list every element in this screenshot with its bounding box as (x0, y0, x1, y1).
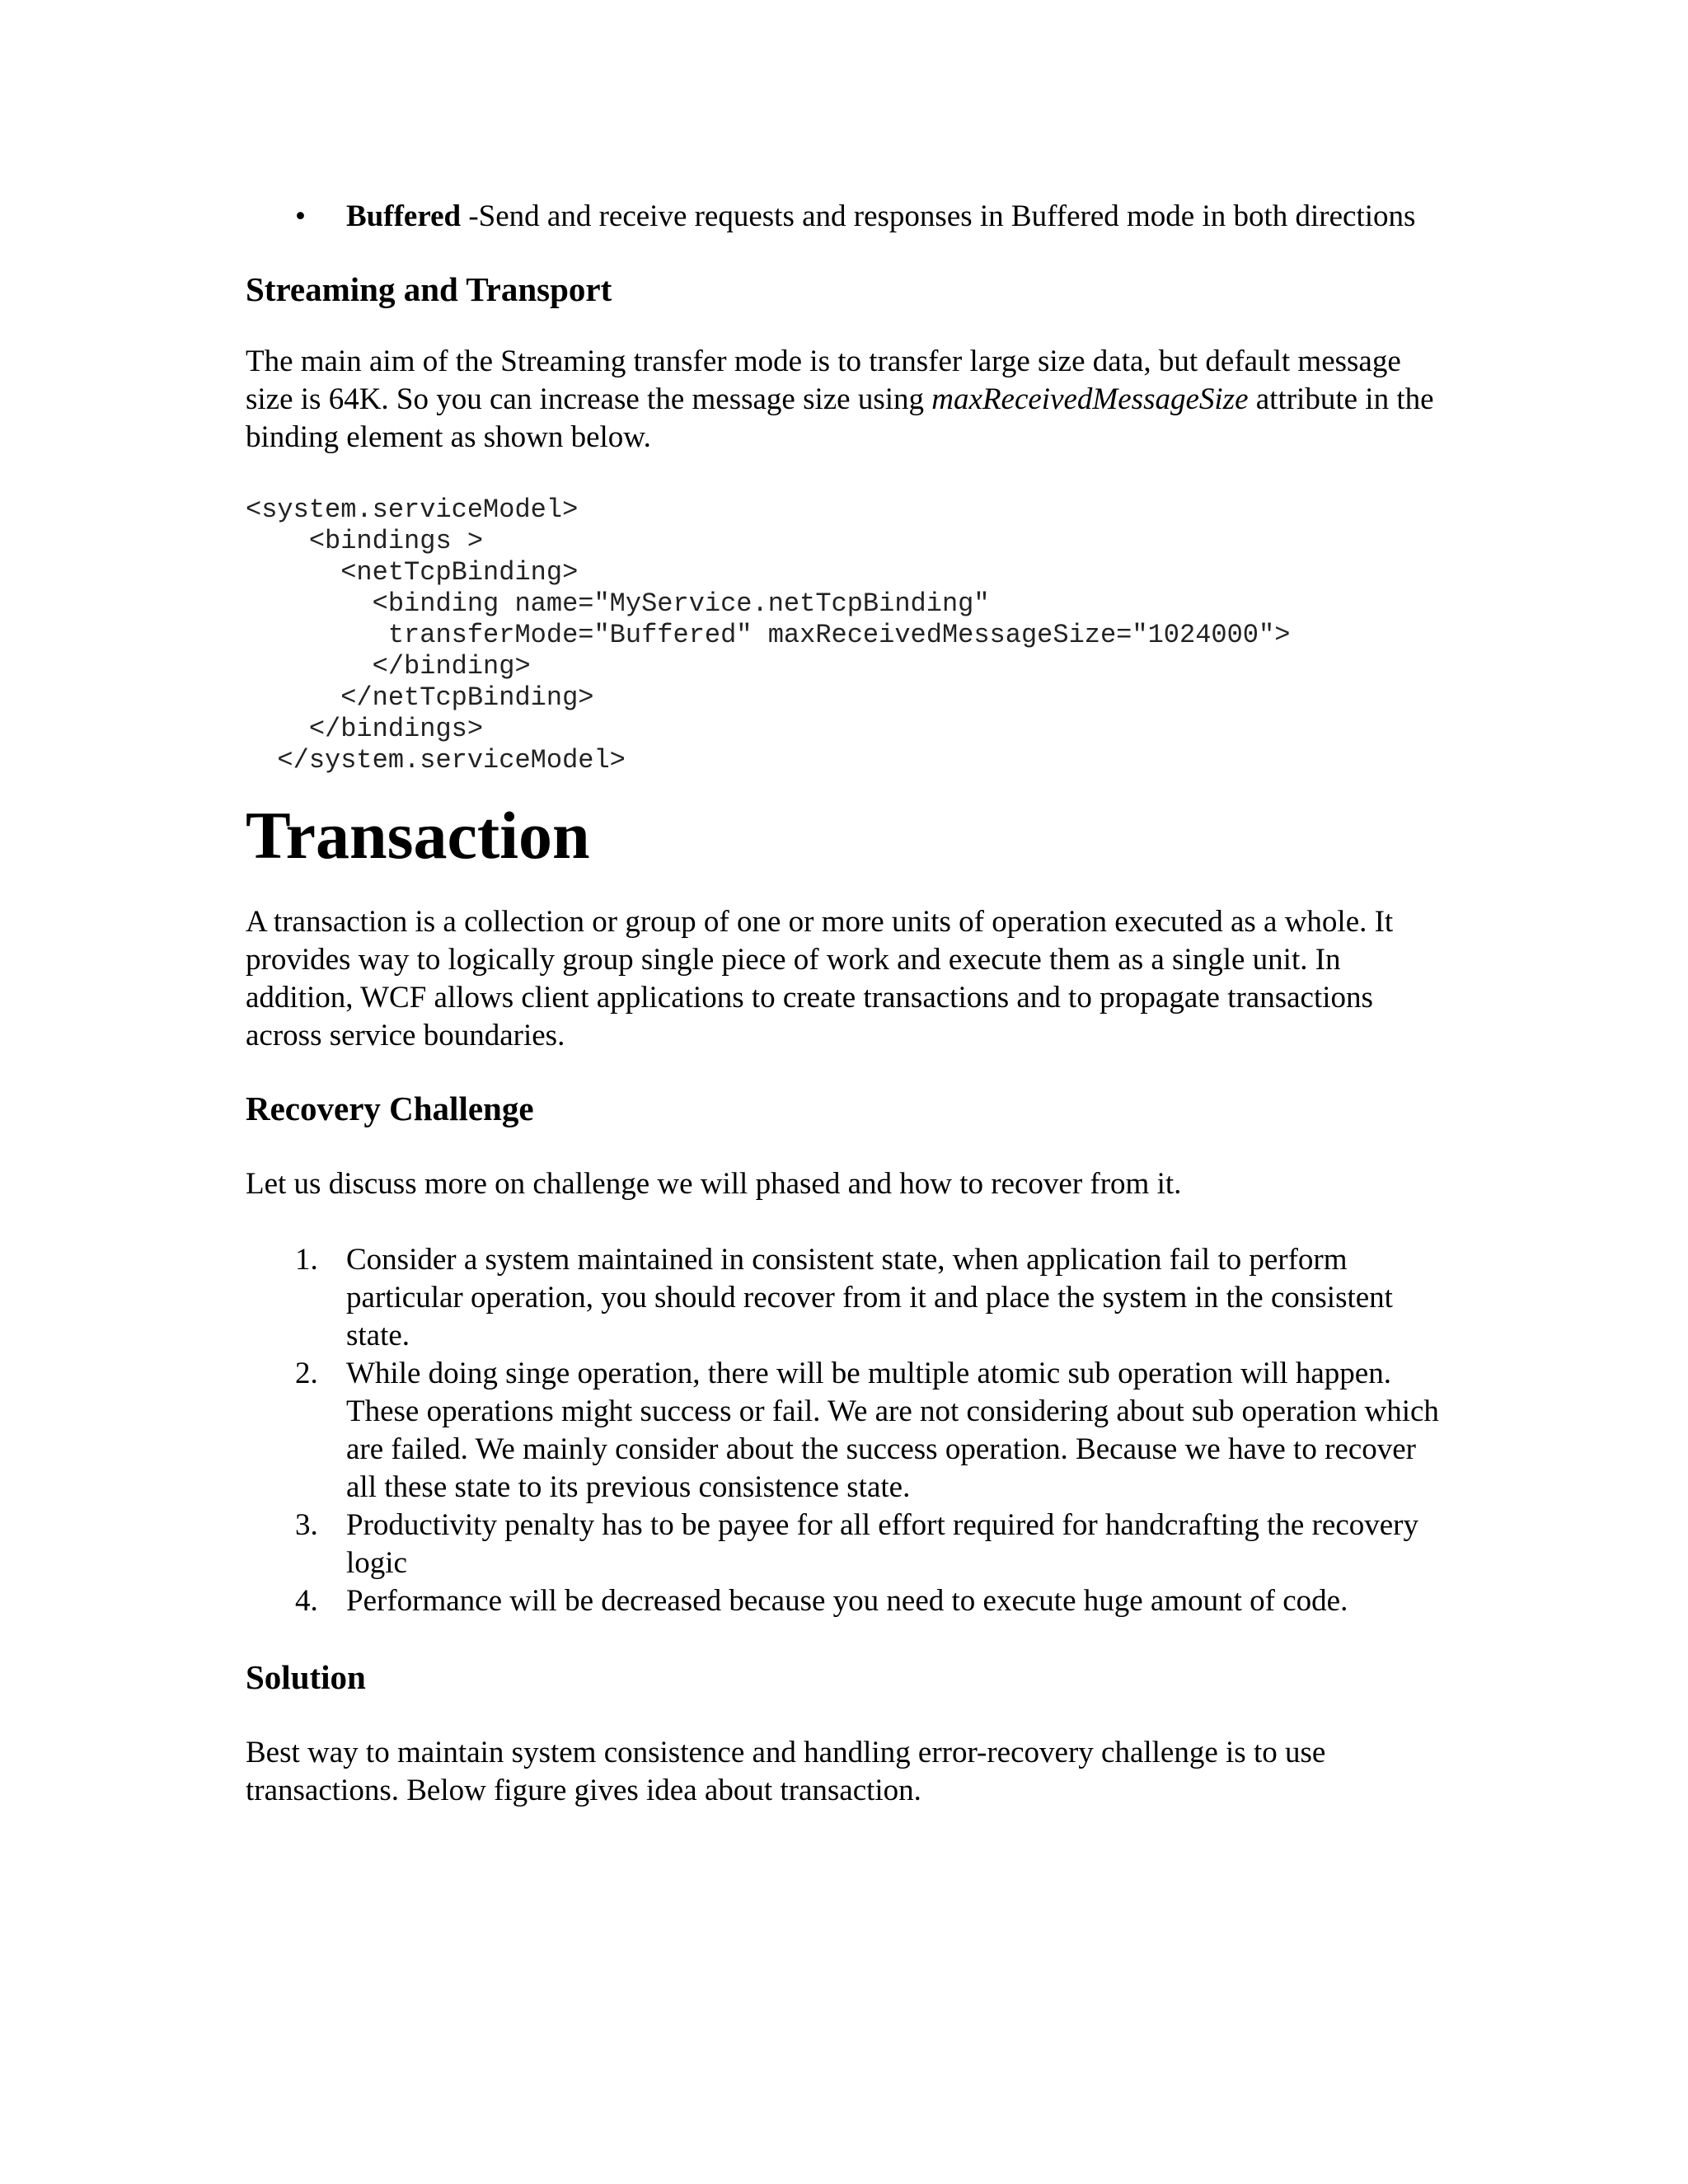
code-line: <binding name="MyService.netTcpBinding" (246, 588, 990, 619)
list-item-number: 3. (295, 1508, 318, 1542)
list-item-number: 4. (295, 1584, 318, 1618)
code-line: <netTcpBinding> (246, 557, 579, 588)
document-page (246, 198, 1449, 1810)
recovery-intro: Let us discuss more on challenge we will phased and how to recover from it. (246, 1167, 1182, 1201)
code-line: transferMode="Buffered" maxReceivedMessageSize="1024000"> (246, 620, 1291, 650)
code-line: </system.serviceModel> (246, 745, 626, 776)
solution-paragraph: Best way to maintain system consistence and handling error-recovery challenge is to use transactions. Below figure gives idea about transaction. (246, 1736, 1326, 1807)
transaction-paragraph: A transaction is a collection or group of one or more units of operation executed as a whole. It provides way to logically group single piece of work and execute them as a single unit. In addition, WCF allows client applications to create transactions and to propagate transactions across service boundaries. (246, 905, 1394, 1052)
streaming-italic-attribute: maxReceivedMessageSize (931, 382, 1249, 416)
list-item-number: 2. (295, 1357, 318, 1390)
code-line: </netTcpBinding> (246, 682, 594, 713)
list-item-text: Productivity penalty has to be payee for all effort required for handcrafting the recovery logic (346, 1508, 1418, 1580)
code-line: <bindings > (246, 526, 484, 556)
code-line: </bindings> (246, 714, 484, 744)
bullet-item-buffered (246, 198, 1449, 236)
list-item-text: While doing singe operation, there will be multiple atomic sub operation will happen. These operations might success or fail. We are not considering about sub operation which are failed. We mainly consider about the success operation. Because we have to recover all these state to its previous consistence state. (346, 1357, 1439, 1504)
bullet-bold-term: Buffered (346, 199, 462, 233)
list-item (246, 1241, 1449, 1355)
list-item-text: Performance will be decreased because you need to execute huge amount of code. (346, 1584, 1348, 1618)
streaming-paragraph (246, 343, 1449, 457)
heading-transaction: Transaction (246, 798, 590, 873)
code-line: <system.serviceModel> (246, 494, 579, 525)
heading-recovery-challenge: Recovery Challenge (246, 1090, 534, 1127)
streaming-text-1: The main aim of the Streaming transfer mode is to transfer large size data, but default message size is 64K. So you can increase the message size using (246, 344, 1401, 416)
code-line: </binding> (246, 651, 531, 682)
streaming-text-2: attribute in the binding element as shown below. (246, 382, 1434, 454)
list-item-number: 1. (295, 1243, 318, 1277)
recovery-list (246, 1241, 1449, 1620)
bullet-text: -Send and receive requests and responses in Buffered mode in both directions (461, 199, 1416, 233)
bullet-dot: • (295, 199, 306, 233)
heading-streaming-and-transport: Streaming and Transport (246, 270, 612, 308)
list-item (246, 1355, 1449, 1507)
code-block (246, 494, 1449, 776)
list-item-text: Consider a system maintained in consistent state, when application fail to perform particular operation, you should recover from it and place the system in the consistent state. (346, 1243, 1393, 1352)
list-item (246, 1507, 1449, 1582)
list-item (246, 1582, 1449, 1620)
bullet-list (246, 198, 1449, 236)
heading-solution: Solution (246, 1658, 366, 1696)
